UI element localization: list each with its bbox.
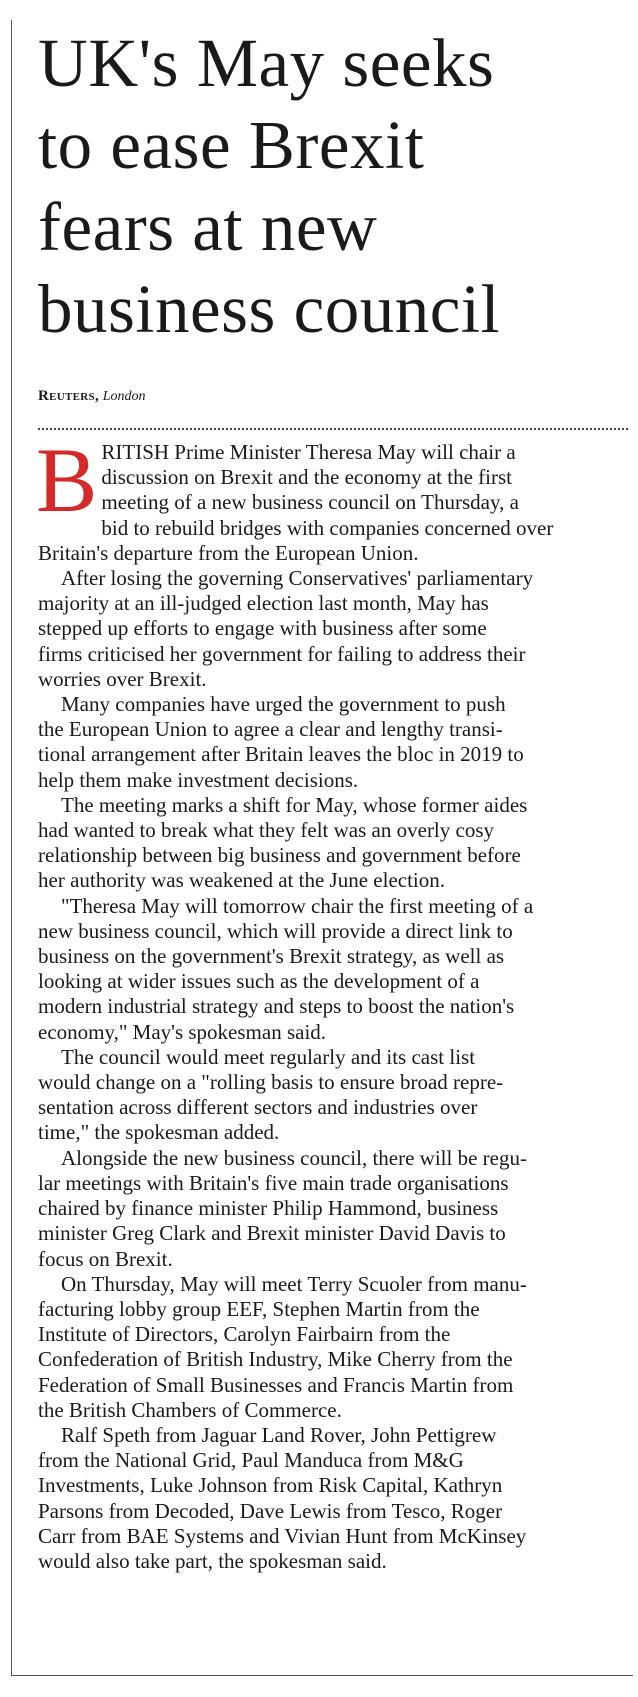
text-line: would also take part, the spokesman said.: [38, 1548, 387, 1573]
byline-agency: Reuters,: [38, 388, 99, 404]
text-line: Britain's departure from the European Union.: [38, 540, 419, 565]
text-line: the British Chambers of Commerce.: [38, 1397, 342, 1422]
text-line: RITISH Prime Minister Theresa May will chair a: [101, 440, 516, 464]
headline-line: UK's May seeks: [38, 25, 495, 101]
text-line: looking at wider issues such as the development of a: [38, 969, 480, 994]
column-rule-left: [11, 20, 12, 1675]
drop-cap: B: [36, 429, 98, 531]
text-line: On Thursday, May will meet Terry Scuoler from manu-: [61, 1271, 527, 1296]
text-line: sentation across different sectors and industries over: [38, 1095, 478, 1120]
text-line: Confederation of British Industry, Mike Cherry from the: [38, 1347, 513, 1372]
text-line: had wanted to break what they felt was an overly cosy: [38, 818, 495, 843]
text-line: business on the government's Brexit strategy, as well as: [38, 944, 505, 969]
headline: [38, 22, 638, 350]
body-paragraph: [38, 1272, 628, 1423]
text-line: majority at an ill-judged election last month, May has: [38, 591, 489, 616]
headline-line: fears at new: [38, 189, 378, 265]
text-line: "Theresa May will tomorrow chair the first meeting of a: [61, 893, 534, 918]
text-line: lar meetings with Britain's five main trade organisations: [38, 1170, 509, 1195]
text-line: Parsons from Decoded, Dave Lewis from Tesco, Roger: [38, 1498, 503, 1523]
text-line: help them make investment decisions.: [38, 767, 359, 792]
body-paragraph: [38, 894, 628, 1045]
text-line: time," the spokesman added.: [38, 1120, 280, 1145]
body-paragraph: [38, 1423, 628, 1574]
text-line: After losing the governing Conservatives' parliamentary: [61, 566, 534, 591]
body-paragraph: [38, 566, 628, 692]
text-line: meeting of a new business council on Thursday, a: [101, 490, 519, 515]
text-line: chaired by finance minister Philip Hammond, business: [38, 1196, 499, 1221]
text-line: Institute of Directors, Carolyn Fairbairn from the: [38, 1322, 451, 1347]
byline-place: London: [102, 389, 146, 404]
lead-paragraph: [36, 429, 628, 566]
text-line: Ralf Speth from Jaguar Land Rover, John Pettigrew: [61, 1422, 497, 1447]
text-line: bid to rebuild bridges with companies concerned over: [101, 515, 554, 540]
text-line: discussion on Brexit and the economy at the first: [101, 465, 512, 490]
text-line: Many companies have urged the government to push: [61, 692, 506, 717]
text-line: firms criticised her government for failing to address their: [38, 641, 526, 666]
text-line: relationship between big business and government before: [38, 843, 521, 868]
body-paragraph: [38, 692, 628, 793]
text-line: facturing lobby group EEF, Stephen Martin from the: [38, 1296, 480, 1321]
text-line: modern industrial strategy and steps to boost the nation's: [38, 994, 515, 1019]
text-line: minister Greg Clark and Brexit minister David Davis to: [38, 1221, 506, 1246]
text-line: tional arrangement after Britain leaves the bloc in 2019 to: [38, 742, 524, 767]
text-line: The meeting marks a shift for May, whose former aides: [61, 792, 528, 817]
text-line: would change on a "rolling basis to ensure broad repre-: [38, 1070, 504, 1095]
dotted-divider: [38, 428, 628, 430]
text-line: Federation of Small Businesses and Francis Martin from: [38, 1372, 514, 1397]
text-line: focus on Brexit.: [38, 1246, 173, 1271]
article-body: [36, 429, 628, 1574]
text-line: from the National Grid, Paul Manduca from M&G: [38, 1448, 464, 1473]
body-paragraph: [38, 1146, 628, 1272]
text-line: her authority was weakened at the June election.: [38, 868, 446, 893]
headline-line: to ease Brexit: [38, 107, 425, 183]
text-line: Investments, Luke Johnson from Risk Capital, Kathryn: [38, 1473, 503, 1498]
byline: [38, 387, 146, 406]
text-line: Carr from BAE Systems and Vivian Hunt from McKinsey: [38, 1523, 527, 1548]
text-line: Alongside the new business council, there will be regu-: [61, 1145, 527, 1170]
body-paragraph: [38, 793, 628, 894]
text-line: new business council, which will provide a direct link to: [38, 918, 513, 943]
column-rule-bottom: [11, 1675, 633, 1676]
text-line: the European Union to agree a clear and lengthy transi-: [38, 717, 503, 742]
text-line: The council would meet regularly and its cast list: [61, 1044, 476, 1069]
text-line: stepped up efforts to engage with business after some: [38, 616, 487, 641]
body-paragraph: [38, 1045, 628, 1146]
text-line: worries over Brexit.: [38, 666, 207, 691]
headline-line: business council: [38, 271, 501, 347]
text-line: economy," May's spokesman said.: [38, 1019, 327, 1044]
